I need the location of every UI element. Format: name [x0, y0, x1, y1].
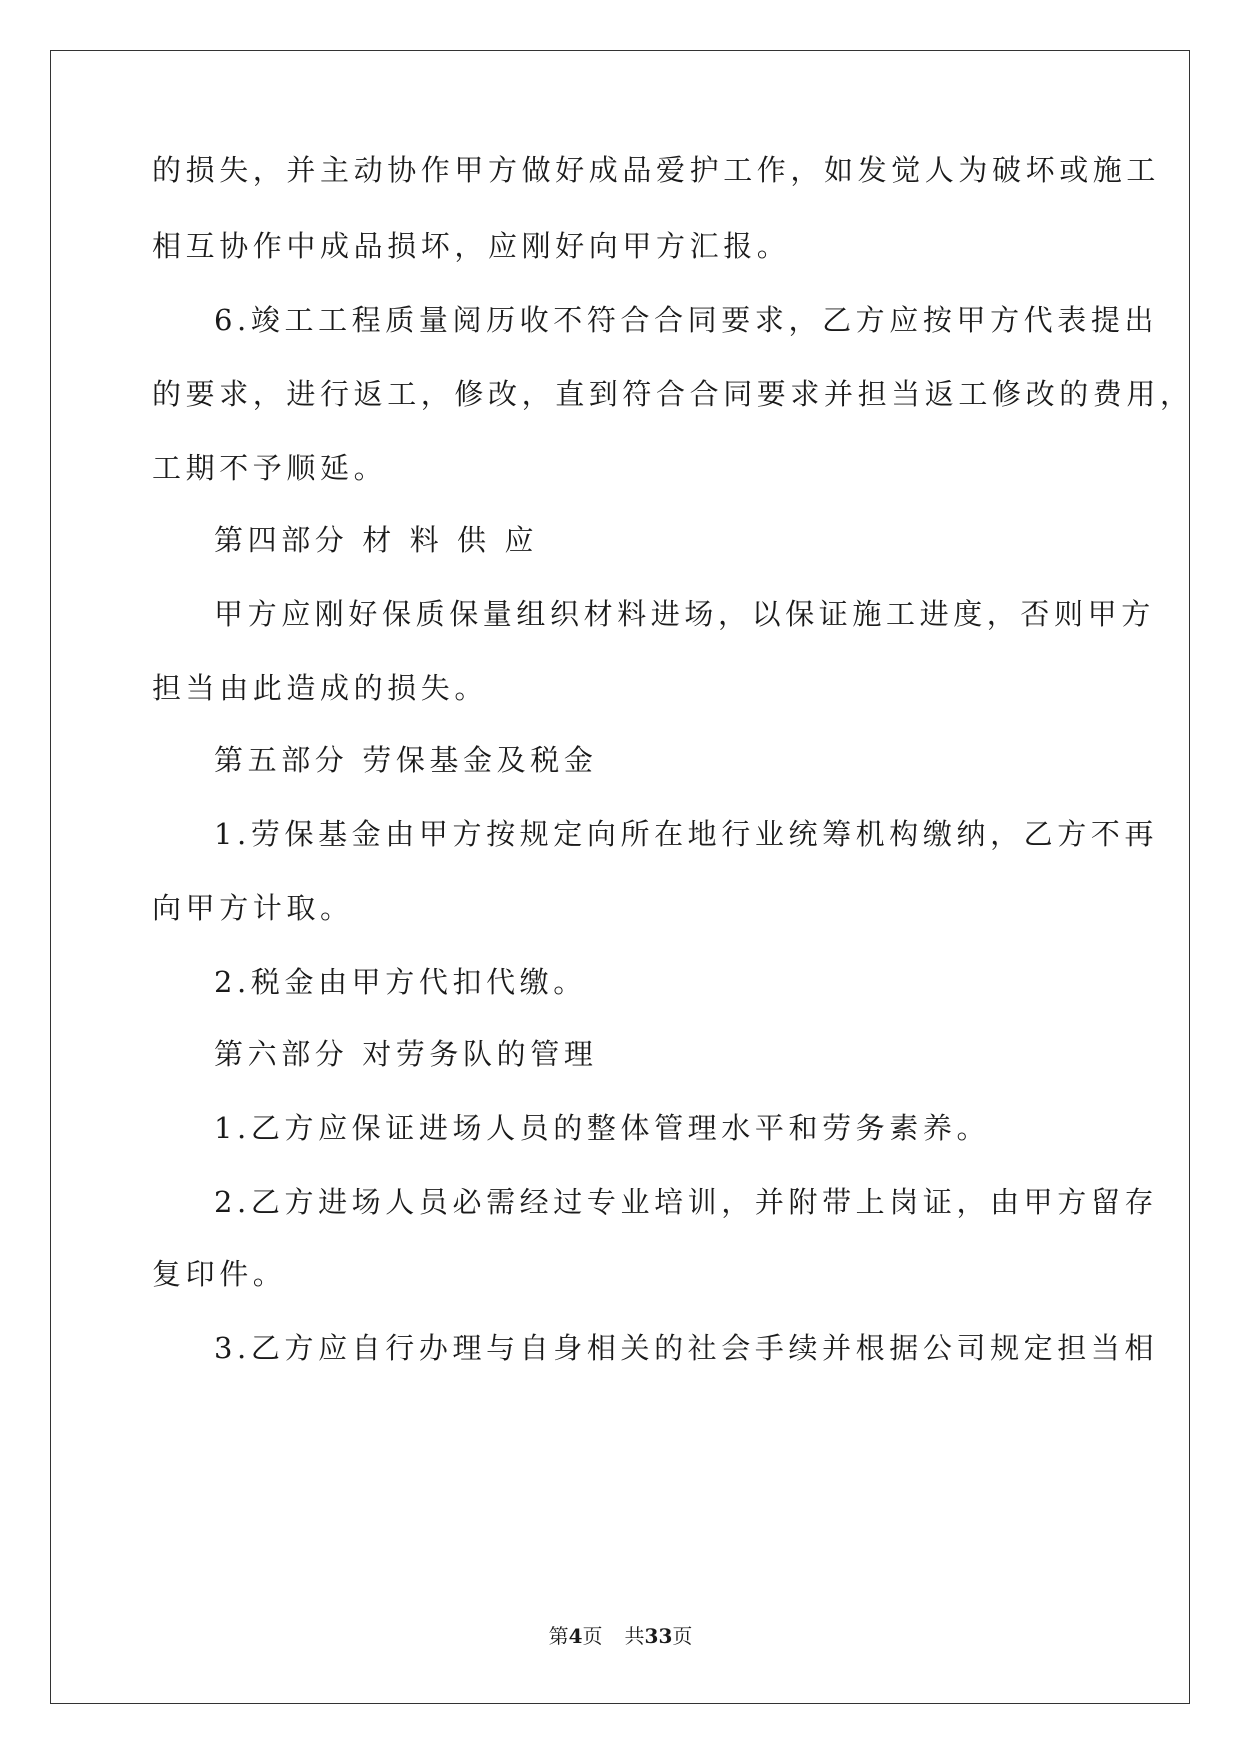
footer-total-suffix: 页 [672, 1624, 693, 1648]
page-footer [0, 1624, 1241, 1648]
body-text-line: 的损失，并主动协作甲方做好成品爱护工作，如发觉人为破坏或施工 [152, 153, 1161, 187]
body-text-line: 复印件。 [152, 1257, 287, 1291]
total-page-count: 33 [644, 1624, 673, 1648]
body-text-line: 工期不予顺延。 [152, 451, 388, 485]
footer-page-suffix: 页 [582, 1624, 603, 1648]
body-text-line: 2.税金由甲方代扣代缴。 [214, 965, 587, 999]
body-text-line: 1.劳保基金由甲方按规定向所在地行业统筹机构缴纳，乙方不再 [214, 817, 1159, 851]
section-heading-6: 第六部分 对劳务队的管理 [214, 1037, 598, 1071]
section-heading-5: 第五部分 劳保基金及税金 [214, 743, 598, 777]
body-text-line: 担当由此造成的损失。 [152, 671, 489, 705]
section-heading-4: 第四部分 材 料 供 应 [214, 523, 539, 557]
body-text-line: 6.竣工工程质量阅历收不符合合同要求，乙方应按甲方代表提出 [214, 303, 1159, 337]
footer-total-prefix: 共 [624, 1624, 645, 1648]
current-page-number: 4 [568, 1624, 583, 1648]
body-text-line: 向甲方计取。 [152, 891, 354, 925]
body-text-line: 相互协作中成品损坏，应刚好向甲方汇报。 [152, 229, 791, 263]
body-text-line: 3.乙方应自行办理与自身相关的社会手续并根据公司规定担当相 [214, 1331, 1159, 1365]
body-text-line: 1.乙方应保证进场人员的整体管理水平和劳务素养。 [214, 1111, 991, 1145]
body-text-line: 的要求，进行返工，修改，直到符合合同要求并担当返工修改的费用， [152, 377, 1194, 411]
body-text-line: 2.乙方进场人员必需经过专业培训，并附带上岗证，由甲方留存 [214, 1185, 1159, 1219]
footer-prefix: 第 [548, 1624, 569, 1648]
body-text-line: 甲方应刚好保质保量组织材料进场，以保证施工进度，否则甲方 [214, 597, 1155, 631]
page-border [50, 50, 1190, 1704]
